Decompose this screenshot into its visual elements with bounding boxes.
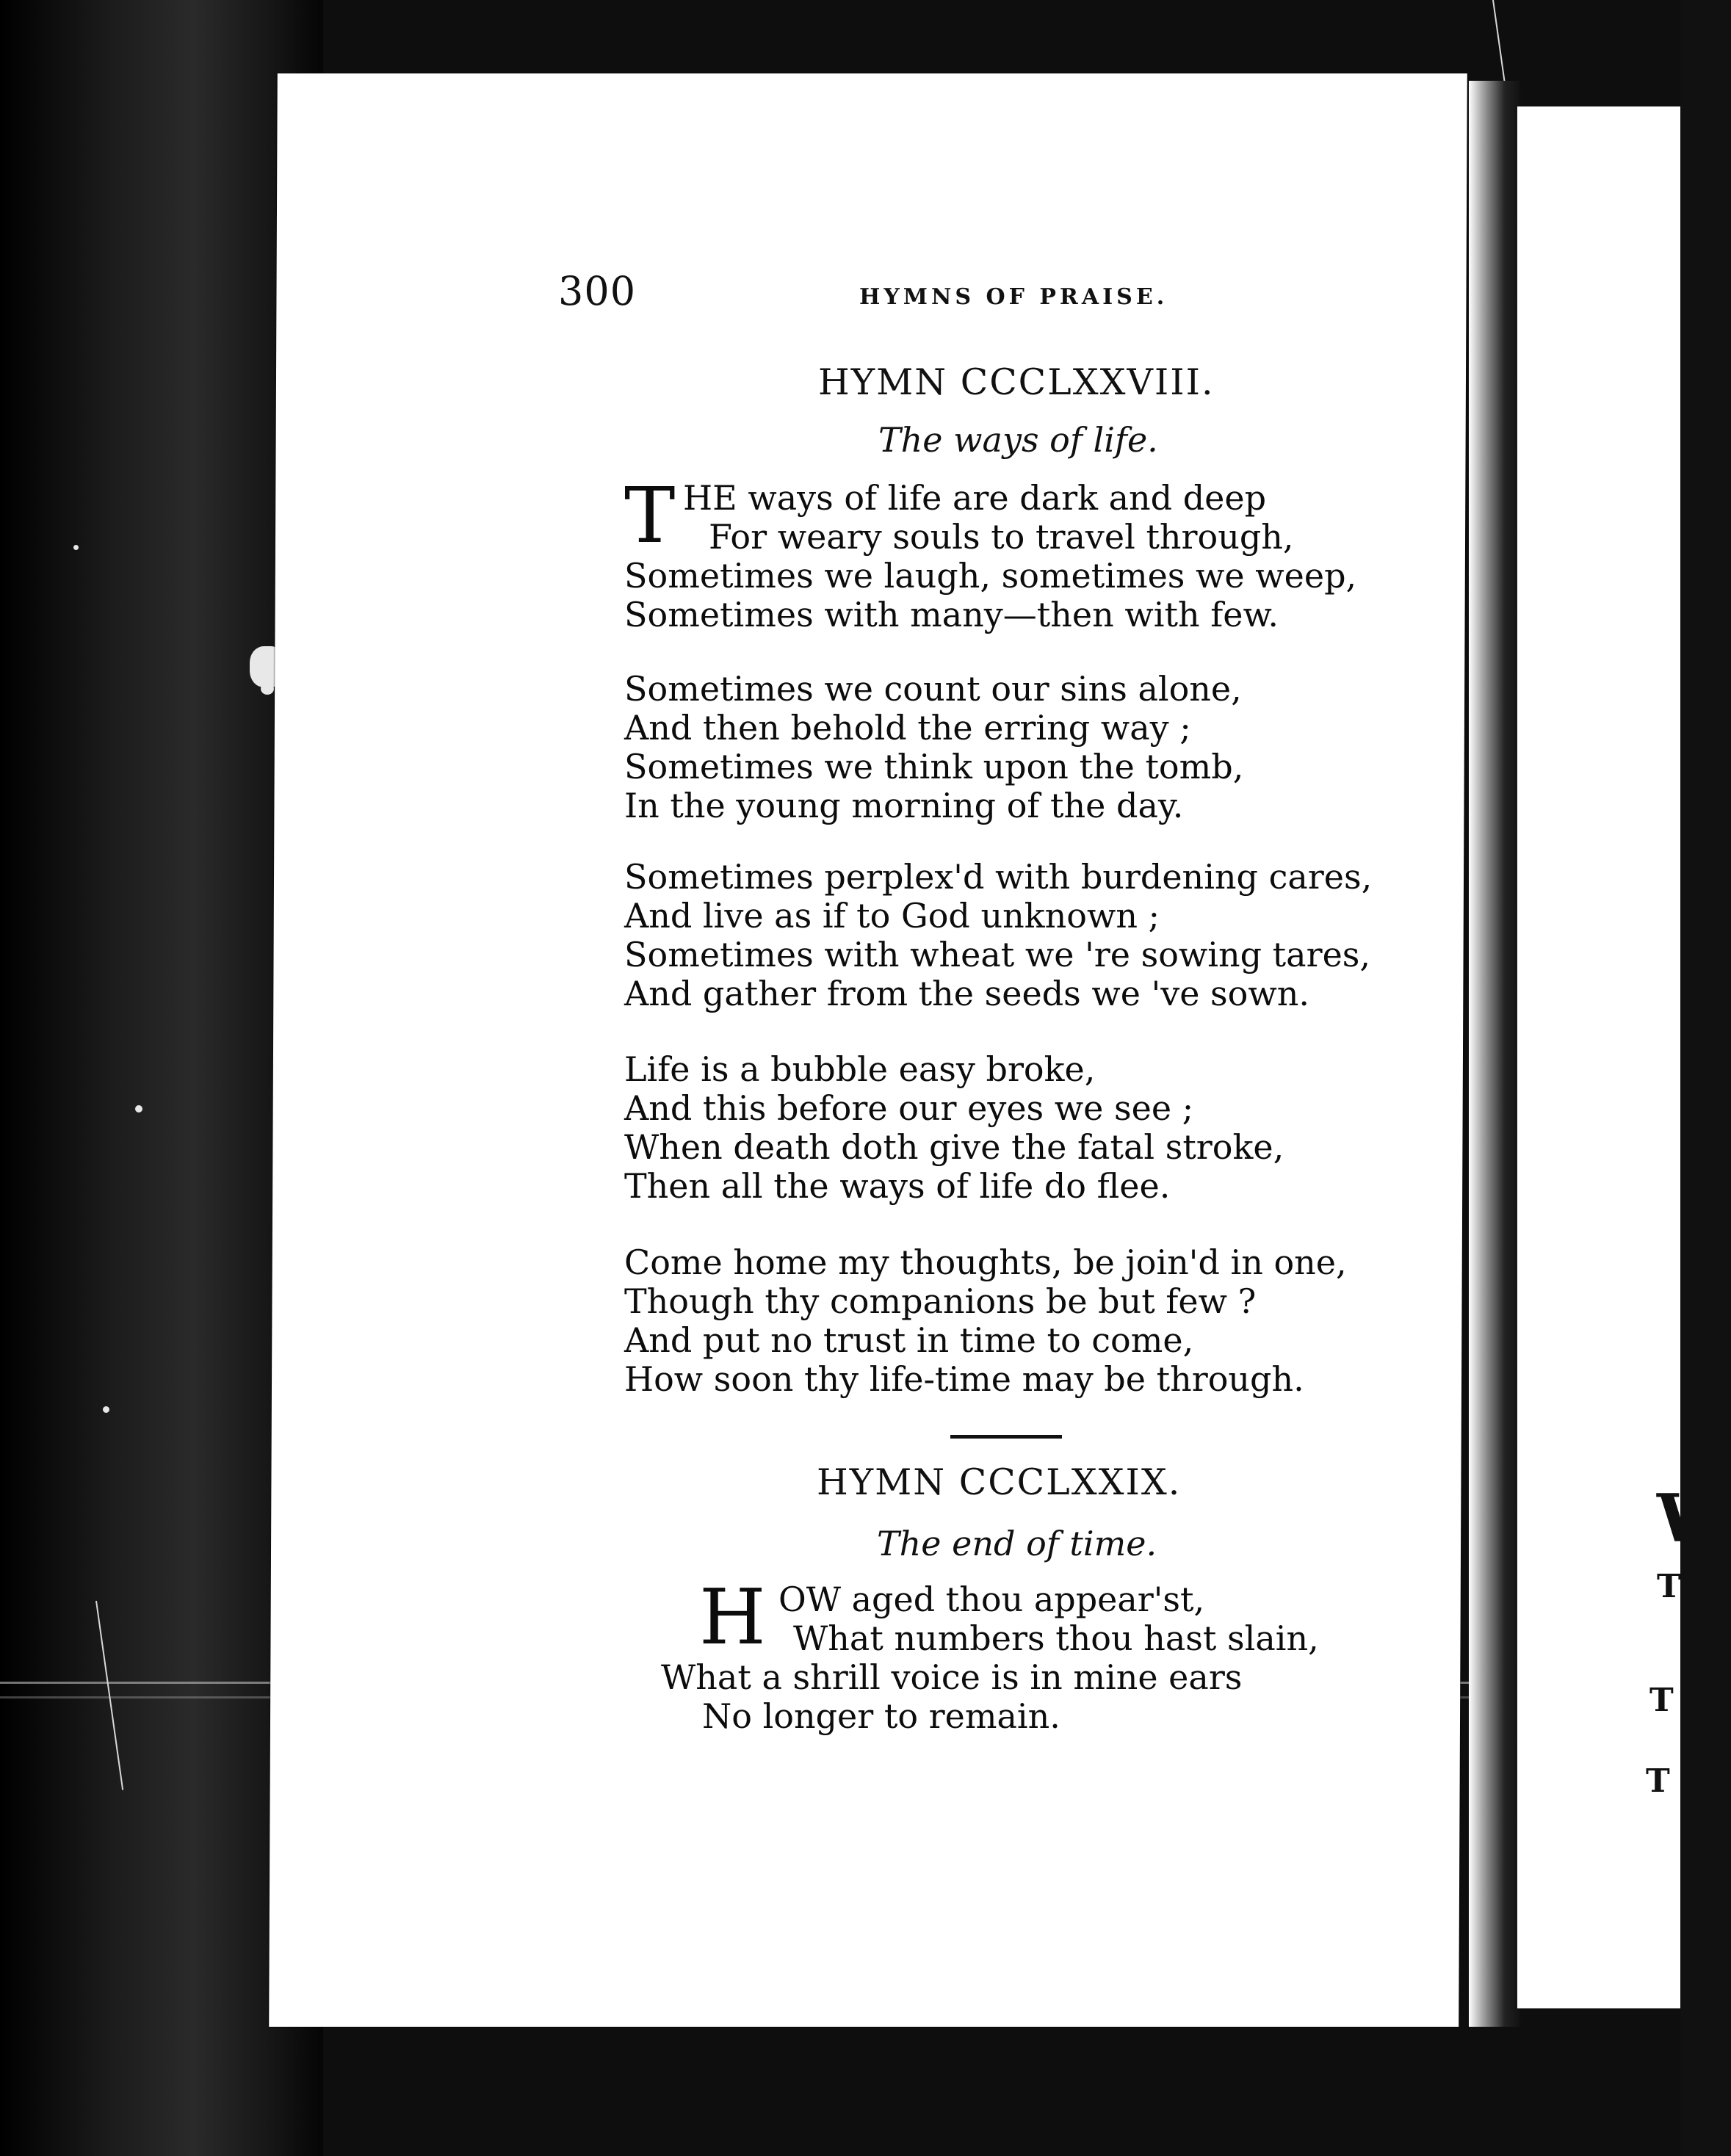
page-gutter xyxy=(1469,81,1520,2027)
right-page-fragment: W xyxy=(1657,1480,1731,1558)
verse-line: Sometimes we think upon the tomb, xyxy=(624,747,1244,786)
binding-speck xyxy=(73,545,79,550)
verse-line: And gather from the seeds we 've sown. xyxy=(624,974,1309,1013)
verse-line: What numbers thou hast slain, xyxy=(793,1618,1319,1658)
verse-line: No longer to remain. xyxy=(702,1696,1060,1736)
verse-line: Sometimes with many—then with few. xyxy=(624,595,1279,634)
verse-line: In the young morning of the day. xyxy=(624,786,1184,825)
verse-line: Then all the ways of life do flee. xyxy=(624,1166,1171,1206)
verse-line: And live as if to God unknown ; xyxy=(624,896,1160,936)
hymn-title: The ways of life. xyxy=(878,420,1158,460)
verse-line: Though thy companions be but few ? xyxy=(624,1281,1257,1321)
verse-line: Sometimes we count our sins alone, xyxy=(624,669,1242,709)
verse-line: And this before our eyes we see ; xyxy=(624,1088,1194,1128)
section-divider xyxy=(950,1435,1062,1439)
right-page-fragment: T xyxy=(1646,1762,1670,1800)
drop-cap: T xyxy=(624,471,676,560)
stanza xyxy=(624,858,1388,1013)
running-head xyxy=(558,268,1410,327)
stanza xyxy=(624,1243,1388,1399)
stanza xyxy=(624,471,1388,634)
stanza xyxy=(624,670,1388,825)
hymn-number: HYMN CCCLXXIX. xyxy=(817,1461,1182,1503)
page-number: 300 xyxy=(558,268,637,314)
hymn-title: The end of time. xyxy=(877,1524,1157,1563)
verse-line: Life is a bubble easy broke, xyxy=(624,1049,1096,1089)
running-title: HYMNS OF PRAISE. xyxy=(859,284,1168,310)
verse-line: For weary souls to travel through, xyxy=(709,517,1294,557)
verse-line: Sometimes perplex'd with burdening cares, xyxy=(624,857,1373,897)
stanza-first-block xyxy=(624,471,1388,560)
verse-line: How soon thy life-time may be through. xyxy=(624,1359,1304,1399)
hymn-number: HYMN CCCLXXVIII. xyxy=(818,361,1215,403)
verse-line: HE ways of life are dark and deep xyxy=(683,478,1267,518)
verse-line: And put no trust in time to come, xyxy=(624,1320,1194,1360)
verse-line: Sometimes we laugh, sometimes we weep, xyxy=(624,556,1357,596)
verse-line: What a shrill voice is in mine ears xyxy=(661,1657,1243,1697)
right-page-fragment: T xyxy=(1657,1568,1681,1605)
binding-speck xyxy=(103,1406,109,1413)
verse-line: Come home my thoughts, be join'd in one, xyxy=(624,1242,1347,1282)
stanza xyxy=(624,1050,1388,1206)
right-page xyxy=(1517,106,1731,2008)
binding-speck xyxy=(135,1105,142,1113)
binding-speck xyxy=(261,683,274,695)
right-page-fragment: T xyxy=(1649,1682,1674,1719)
verse-line: OW aged thou appear'st, xyxy=(778,1580,1205,1619)
stanza xyxy=(661,1572,1425,1736)
verse-line: Sometimes with wheat we 're sowing tares, xyxy=(624,935,1371,974)
stanza-first-block xyxy=(661,1572,1425,1662)
verse-line: And then behold the erring way ; xyxy=(624,708,1191,748)
drop-cap: H xyxy=(699,1572,766,1662)
verse-line: When death doth give the fatal stroke, xyxy=(624,1127,1284,1167)
